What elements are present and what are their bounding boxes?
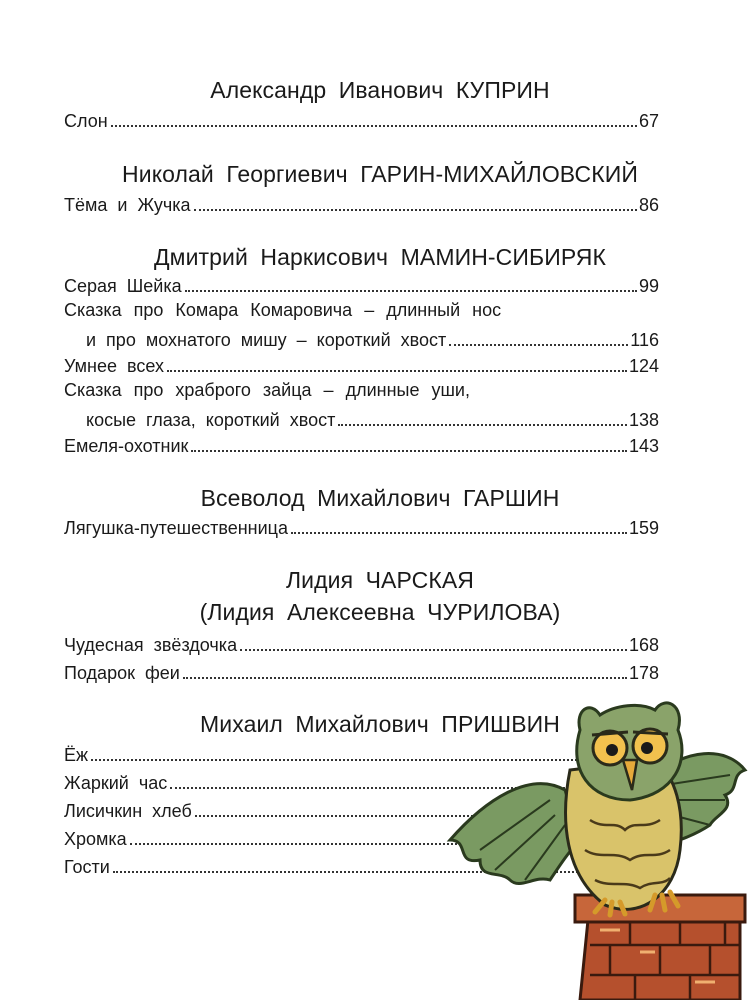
toc-entry[interactable] <box>64 630 659 656</box>
entry-title: Емеля-охотник <box>64 436 189 456</box>
chimney-icon <box>575 895 745 1000</box>
dot-leader <box>240 649 627 651</box>
author-heading: Николай Георгиевич ГАРИН-МИХАЙЛОВСКИЙ <box>122 161 638 187</box>
toc-entry[interactable] <box>64 190 659 216</box>
dot-leader <box>167 370 627 372</box>
dot-leader <box>194 209 637 211</box>
dot-leader <box>449 344 628 346</box>
page-number: 116 <box>630 330 659 350</box>
entry-title: Хромка <box>64 829 127 849</box>
entry-title: Тёма и Жучка <box>64 195 191 215</box>
toc-entry[interactable] <box>64 351 659 377</box>
entry-title: Подарок феи <box>64 663 180 683</box>
entry-title: Ёж <box>64 745 89 765</box>
dot-leader <box>183 677 627 679</box>
toc-entry[interactable] <box>64 513 659 539</box>
page-number: 138 <box>628 410 659 430</box>
page-number: 168 <box>628 635 659 655</box>
entry-title: косые глаза, короткий хвост <box>86 410 336 430</box>
page-number: 99 <box>638 276 659 296</box>
dot-leader <box>185 290 637 292</box>
entry-title: Слон <box>64 111 108 131</box>
dot-leader <box>111 125 637 127</box>
page-number: 143 <box>628 436 659 456</box>
author-heading: Всеволод Михайлович ГАРШИН <box>200 485 560 511</box>
owl-icon <box>440 690 750 1000</box>
toc-entry[interactable] <box>86 405 659 431</box>
author-heading: Лидия ЧАРСКАЯ <box>285 567 475 593</box>
toc-entry[interactable] <box>86 325 659 351</box>
entry-title-line1[interactable]: Сказка про Комара Комаровича – длинный нос <box>64 300 502 320</box>
page-number: 178 <box>628 663 659 683</box>
entry-title: Лягушка-путешественница <box>64 518 288 538</box>
author-heading: Дмитрий Наркисович МАМИН-СИБИРЯК <box>153 244 606 270</box>
entry-title: и про мохнатого мишу – короткий хвост <box>86 330 447 350</box>
author-heading: Михаил Михайлович ПРИШВИН <box>200 711 560 737</box>
toc-entry[interactable] <box>64 431 659 457</box>
entry-title: Лисичкин хлеб <box>64 801 192 821</box>
entry-title: Жаркий час <box>64 773 168 793</box>
entry-title: Умнее всех <box>64 356 164 376</box>
entry-title: Чудесная звёздочка <box>64 635 238 655</box>
author-real-name: (Лидия Алексеевна ЧУРИЛОВА) <box>199 599 561 625</box>
dot-leader <box>291 532 627 534</box>
dot-leader <box>191 450 627 452</box>
entry-title: Гости <box>64 857 110 877</box>
dot-leader <box>338 424 627 426</box>
page-number: 124 <box>628 356 659 376</box>
page-number: 159 <box>628 518 659 538</box>
toc-entry[interactable] <box>64 658 659 684</box>
page-number: 86 <box>638 195 659 215</box>
toc-entry[interactable] <box>64 271 659 297</box>
author-heading: Александр Иванович КУПРИН <box>210 77 550 103</box>
entry-title-line1[interactable]: Сказка про храброго зайца – длинные уши, <box>64 380 470 400</box>
toc-entry[interactable] <box>64 106 659 132</box>
page-number: 67 <box>638 111 659 131</box>
entry-title: Серая Шейка <box>64 276 182 296</box>
